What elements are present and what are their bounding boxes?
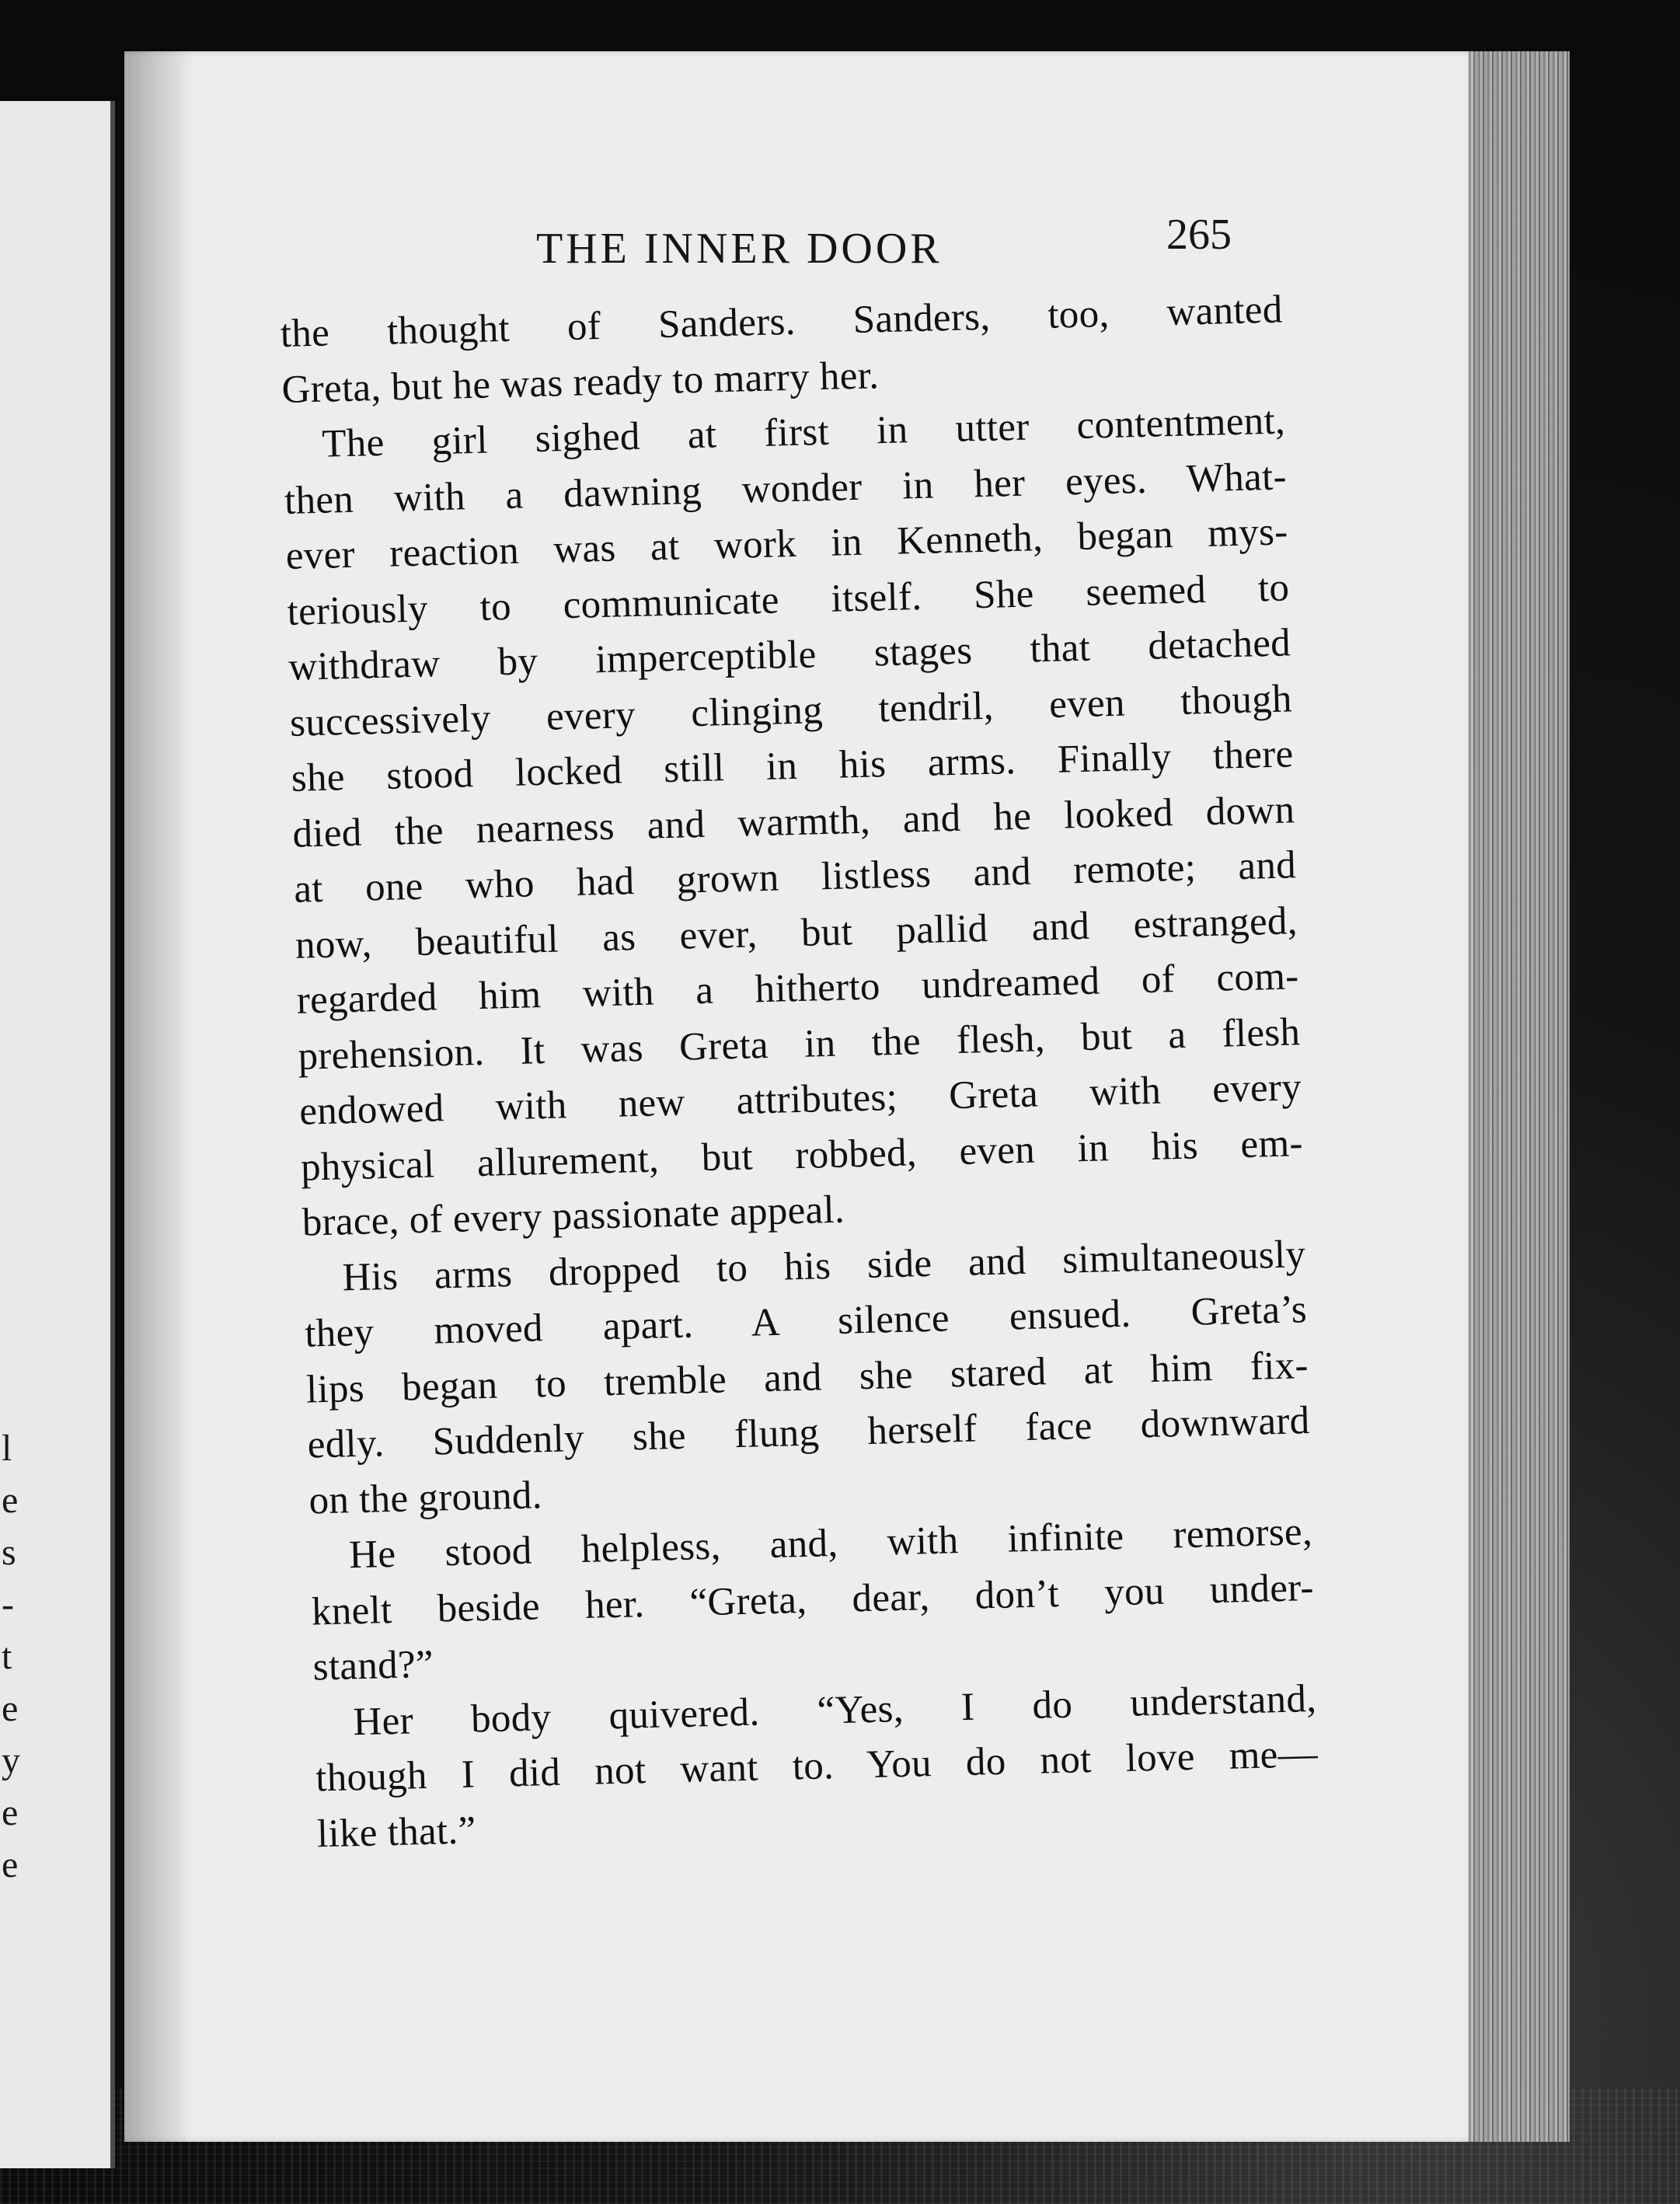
text-line: at one who had grown listless and remote; and [293,843,1297,912]
text-line: His arms dropped to his side and simultaneously [341,1232,1306,1299]
text-line: teriously to communicate itself. She seemed to [286,565,1290,634]
text-line: prehension. It was Greta in the flesh, but a flesh [297,1010,1301,1079]
left-fragment: e [2,1844,19,1885]
left-fragment: e [2,1688,19,1729]
text-line: endowed with new attributes; Greta with every [298,1065,1302,1134]
text-line: she stood locked still in his arms. Finally there [291,732,1295,800]
text-line: stand?” [312,1642,434,1690]
text-line: The girl sighed at first in utter contentment, [321,399,1286,466]
text-line: lips began to tremble and she stared at him fix- [305,1343,1309,1412]
text-line: Greta, but he was ready to marry her. [281,353,880,412]
running-title: THE INNER DOOR [536,225,943,273]
left-fragment: - [2,1584,14,1625]
text-line: died the nearness and warmth, and he looked down [291,787,1295,856]
text-line: like that.” [316,1808,477,1856]
text-line: knelt beside her. “Greta, dear, don’t you under- [311,1565,1315,1634]
text-line: Her body quivered. “Yes, I do understand, [352,1676,1317,1744]
left-page-fragments [0,1422,31,1891]
text-line: on the ground. [308,1473,543,1523]
left-fragment: y [2,1740,20,1781]
running-head [280,210,1232,280]
text-line: the thought of Sanders. Sanders, too, wanted [280,288,1284,356]
left-fragment: e [2,1480,19,1521]
text-line: withdraw by imperceptible stages that detached [288,621,1291,689]
left-fragment: t [2,1636,12,1677]
text-line: then with a dawning wonder in her eyes. What- [284,454,1288,523]
page-number: 265 [1166,211,1232,259]
left-fragment: s [2,1532,16,1573]
left-facing-page [0,101,115,2168]
text-line: physical allurement, but robbed, even in his em- [300,1121,1304,1190]
page-fore-edge [1469,51,1570,2142]
text-line: regarded him with a hitherto undreamed of com- [296,954,1300,1023]
left-fragment: e [2,1792,19,1833]
text-line: successively every clinging tendril, even though [289,676,1293,745]
text-line: edly. Suddenly she flung herself face downward [307,1399,1311,1467]
left-fragment: l [2,1428,12,1469]
gutter-shadow [124,51,194,2142]
body-text [280,282,1320,1862]
text-line: they moved apart. A silence ensued. Greta’s [304,1288,1308,1356]
text-line: He stood helpless, and, with infinite remorse, [348,1510,1313,1578]
text-line: ever reaction was at work in Kenneth, began mys- [285,510,1289,578]
text-line: now, beautiful as ever, but pallid and estranged, [295,898,1298,968]
text-line: brace, of every passionate appeal. [301,1187,845,1245]
text-line: though I did not want to. You do not love me— [315,1731,1319,1801]
